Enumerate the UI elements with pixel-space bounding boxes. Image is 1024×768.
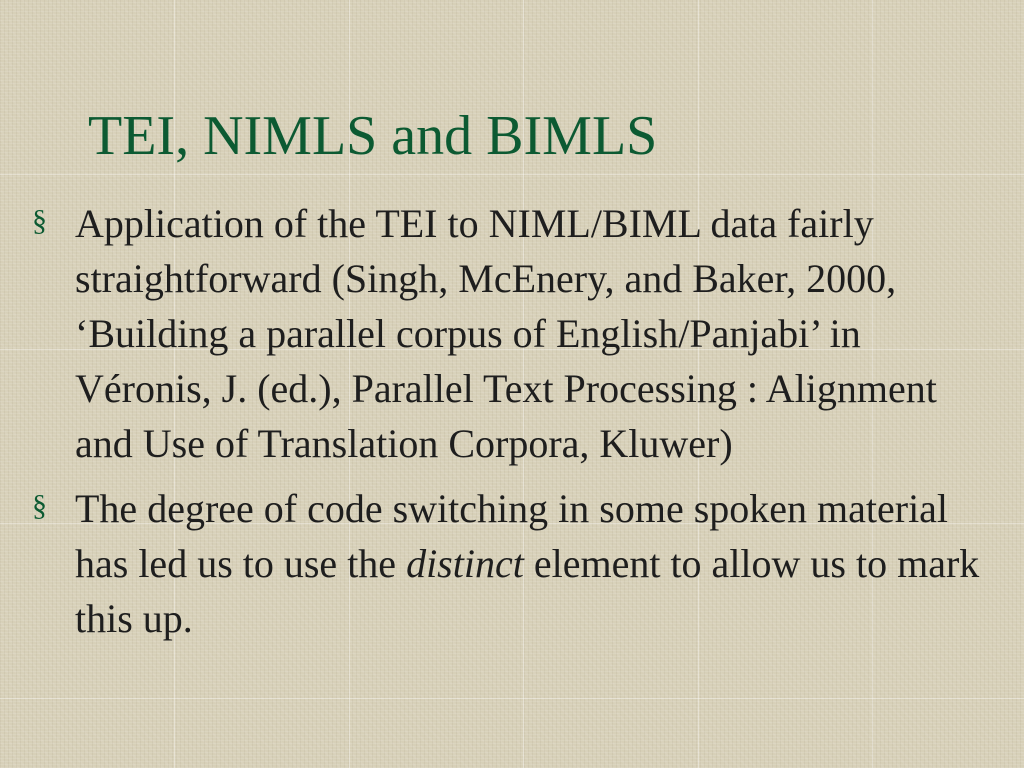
bullet-item	[30, 481, 1000, 646]
background-tile-line	[0, 698, 1024, 699]
slide-body	[30, 196, 1000, 656]
section-sign-bullet-icon: §	[32, 204, 47, 237]
background-tile-line	[0, 174, 1024, 175]
bullet-text: Application of the TEI to NIML/BIML data fairly straightforward (Singh, McEnery, and Baker, 2000, ‘Building a parallel corpus of English/Panjabi’ in Véronis, J. (ed.), Parallel Text Processing : Alignment and Use of Translation Corpora, Kluwer)	[75, 201, 937, 466]
bullet-text	[75, 486, 979, 641]
slide-title: TEI, NIMLS and BIMLS	[88, 105, 658, 167]
bullet-text-after: element to allow us to mark this up.	[75, 541, 980, 641]
bullet-item	[30, 196, 1000, 471]
section-sign-bullet-icon: §	[32, 489, 47, 522]
bullet-text-before: The degree of code switching in some spoken material has led us to use the	[75, 486, 949, 586]
bullet-text-emphasis: distinct	[406, 541, 524, 586]
